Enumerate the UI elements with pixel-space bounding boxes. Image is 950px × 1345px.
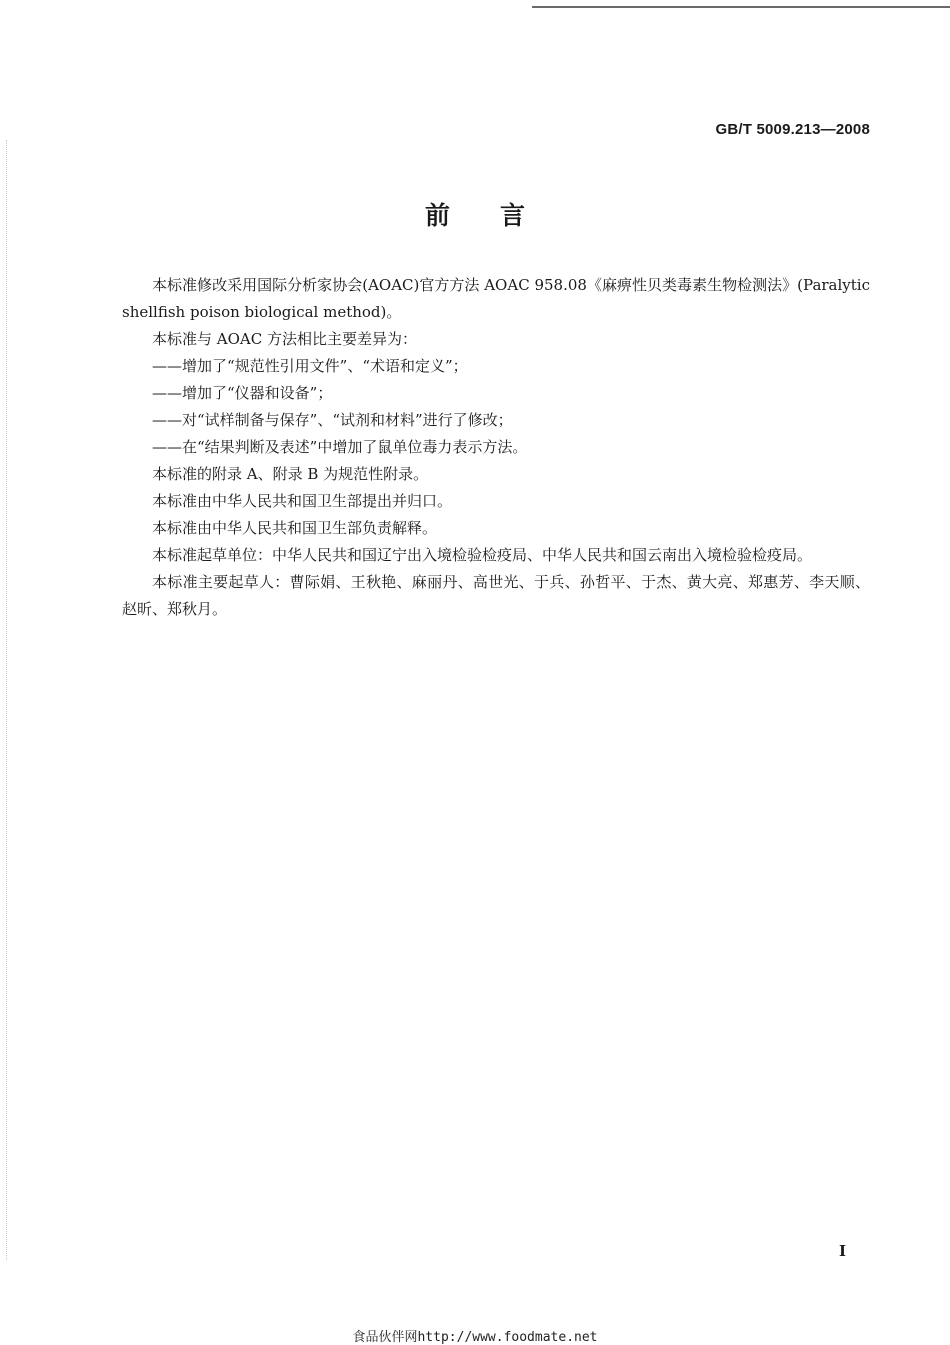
paragraph-interpreter: 本标准由中华人民共和国卫生部负责解释。 — [152, 519, 438, 537]
top-rule — [532, 6, 950, 8]
difference-item-4: ——在“结果判断及表述”中增加了鼠单位毒力表示方法。 — [152, 438, 528, 456]
difference-item-3: ——对“试样制备与保存”、“试剂和材料”进行了修改； — [152, 411, 513, 429]
paragraph-adoption: 本标准修改采用国际分析家协会(AOAC)官方方法 AOAC 958.08《麻痹性贝类毒素生物检测法》(Paralytic shellfish poison biological method)。 — [122, 276, 870, 321]
scan-edge-marks — [6, 140, 8, 1260]
paragraph-drafting-units: 本标准起草单位：中华人民共和国辽宁出入境检验检疫局、中华人民共和国云南出入境检验检疫局。 — [152, 546, 813, 564]
page-number: I — [838, 1242, 846, 1260]
preface-body — [122, 272, 870, 623]
standard-number: GB/T 5009.213—2008 — [715, 121, 870, 138]
footer-source: 食品伙伴网http://www.foodmate.net — [352, 1330, 598, 1345]
paragraph-proposer: 本标准由中华人民共和国卫生部提出并归口。 — [152, 492, 453, 510]
difference-item-2: ——增加了“仪器和设备”； — [152, 384, 333, 402]
paragraph-annexes: 本标准的附录 A、附录 B 为规范性附录。 — [152, 465, 429, 483]
page-title: 前言 — [424, 201, 575, 230]
paragraph-differences-intro: 本标准与 AOAC 方法相比主要差异为： — [152, 330, 417, 348]
paragraph-drafters: 本标准主要起草人：曹际娟、王秋艳、麻丽丹、高世光、于兵、孙哲平、于杰、黄大亮、郑惠芳、李天顺、赵昕、郑秋月。 — [122, 573, 870, 618]
difference-item-1: ——增加了“规范性引用文件”、“术语和定义”； — [152, 357, 468, 375]
